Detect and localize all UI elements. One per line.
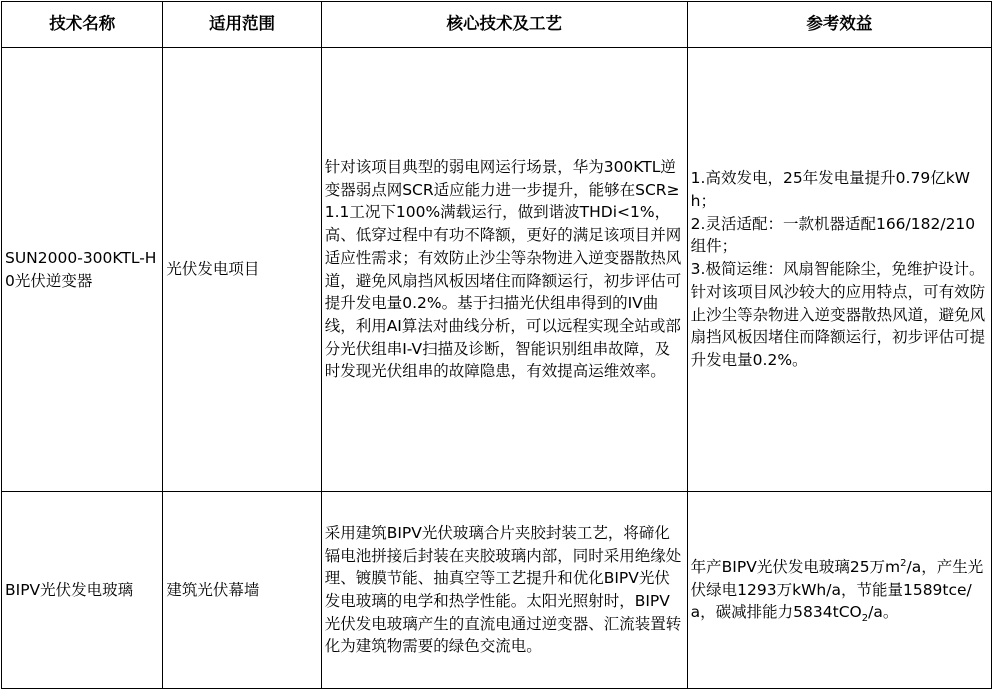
header-scope: 适用范围	[163, 2, 321, 48]
header-core-tech: 核心技术及工艺	[321, 2, 687, 48]
benefit-subscript: 2	[861, 613, 869, 625]
benefit-item: 3.极简运维：风扇智能除尘，免维护设计。针对该项目风沙较大的应用特点，可有效防止沙尘等杂物进入逆变器散热风道，避免风扇挡风板因堵住而降额运行，初步评估可提升发电量0.2%。	[690, 260, 986, 369]
table-row	[2, 48, 992, 492]
tech-table	[1, 1, 992, 689]
cell-scope: 光伏发电项目	[163, 48, 321, 492]
cell-benefit	[687, 492, 991, 689]
cell-core-tech: 采用建筑BIPV光伏玻璃合片夹胶封装工艺，将碲化镉电池拼接后封装在夹胶玻璃内部，同时采用绝缘处理、镀膜节能、抽真空等工艺提升和优化BIPV光伏发电玻璃的电学和热学性能。太阳光照射时，BIPV光伏发电玻璃产生的直流电通过逆变器、汇流装置转化为建筑物需要的绿色交流电。	[321, 492, 687, 689]
header-tech-name: 技术名称	[2, 2, 163, 48]
header-benefit: 参考效益	[687, 2, 991, 48]
benefit-list	[691, 167, 988, 371]
cell-scope: 建筑光伏幕墙	[163, 492, 321, 689]
header-row	[2, 2, 992, 48]
benefit-item: 1.高效发电，25年发电量提升0.79亿kWh；	[690, 169, 970, 211]
benefit-superscript: 2	[900, 557, 907, 569]
cell-tech-name: SUN2000-300KTL-H0光伏逆变器	[2, 48, 163, 492]
benefit-item: 2.灵活适配：一款机器适配166/182/210组件；	[690, 214, 976, 256]
benefit-text-1: 年产BIPV光伏发电玻璃25万m	[690, 557, 901, 576]
cell-benefit	[687, 48, 991, 492]
benefit-text-2: /a，产生光伏绿电1293万kWh/a，节能量1589tce/a，碳减排能力5834tCO	[690, 557, 984, 622]
benefit-text-3: /a。	[868, 603, 899, 622]
cell-tech-name: BIPV光伏发电玻璃	[2, 492, 163, 689]
table-row	[2, 492, 992, 689]
cell-core-tech: 针对该项目典型的弱电网运行场景，华为300KTL逆变器弱点网SCR适应能力进一步提升，能够在SCR≥1.1工况下100%满载运行，做到谐波THDi<1%，高、低穿过程中有功不降额，更好的满足该项目并网适应性需求；有效防止沙尘等杂物进入逆变器散热风道，避免风扇挡风板因堵住而降额运行，初步评估可提升发电量0.2%。基于扫描光伏组串得到的IV曲线，利用AI算法对曲线分析，可以远程实现全站或部分光伏组串I-V扫描及诊断，智能识别组串故障，及时发现光伏组串的故障隐患，有效提高运维效率。	[321, 48, 687, 492]
